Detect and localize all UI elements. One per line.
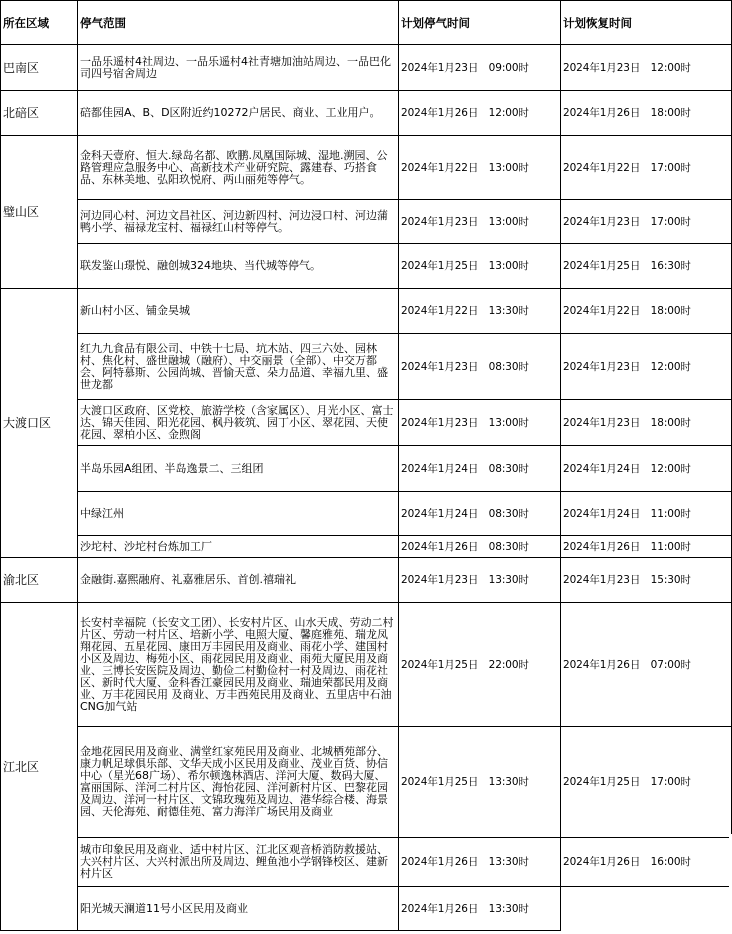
scope-cell: 联发鉴山璟悦、融创城324地块、当代城等停气。 (78, 244, 399, 289)
start-time-cell: 2024年1月26日 08:30时 (399, 536, 561, 558)
scope-cell: 新山村小区、铺金昊城 (78, 289, 399, 334)
table-row (1, 91, 732, 136)
region-cell: 北碚区 (1, 91, 78, 136)
table-row (1, 446, 732, 492)
table-row (1, 536, 732, 558)
start-time-cell: 2024年1月25日 13:30时 (399, 727, 561, 838)
start-time-cell: 2024年1月23日 13:30时 (399, 558, 561, 603)
start-time-cell: 2024年1月26日 12:00时 (399, 91, 561, 136)
end-time-cell: 2024年1月23日 12:00时 (561, 334, 732, 400)
end-time-cell: 2024年1月26日 11:00时 (561, 536, 732, 558)
scope-cell: 碚都佳园A、B、D区附近约10272户居民、商业、工业用户。 (78, 91, 399, 136)
start-time-cell: 2024年1月26日 13:30时 (399, 838, 561, 887)
start-time-cell: 2024年1月22日 13:00时 (399, 136, 561, 200)
scope-cell: 金科天壹府、恒大.绿岛名都、欧鹏.凤凰国际城、湿地.溯园、公路管理应急服务中心、高新技术产业研究院、露建春、巧搭食品、东林美地、弘阳玖悦府、两山丽苑等停气。 (78, 136, 399, 200)
end-time-cell: 2024年1月26日 16:00时 (561, 838, 732, 887)
end-time-cell: 2024年1月25日 17:00时 (561, 727, 732, 838)
end-time-cell: 2024年1月26日 07:00时 (561, 603, 732, 727)
end-time-cell: 2024年1月23日 18:00时 (561, 400, 732, 446)
scope-cell: 大渡口区政府、区党校、旅游学校（含家属区）、月光小区、富士达、锦天佳园、阳光花园、枫丹筱筑、园丁小区、翠花园、天使花园、翠柏小区、金煦阁 (78, 400, 399, 446)
table-row (1, 603, 732, 727)
end-time-cell: 2024年1月24日 12:00时 (561, 446, 732, 492)
region-cell: 璧山区 (1, 136, 78, 289)
start-time-cell: 2024年1月24日 08:30时 (399, 492, 561, 536)
table-row (1, 400, 732, 446)
scope-cell: 长安村幸福院（长安文工团）、长安村片区、山水天成、劳动二村片区、劳动一村片区、培新小学、电照大厦、馨庭雅苑、瑞龙凤翔花园、五星花园、康田万丰园民用及商业、雨花小学、建国村小区及周边、梅苑小区、雨花园民用及商业、雨苑大厦民用及商业、三博长安医院及周边、勤俭二村勤俭村一村及周边、雨花社区、新时代大厦、金科香江豪园民用及商业、瑞迪荣都民用及商业、万丰花园民用 及商业、万丰西苑民用及商业、五里店中石油CNG加气站 (78, 603, 399, 727)
start-time-cell: 2024年1月23日 13:00时 (399, 200, 561, 244)
scope-cell: 沙坨村、沙坨村台炼加工厂 (78, 536, 399, 558)
table-row (1, 334, 732, 400)
end-time-cell: 2024年1月24日 11:00时 (561, 492, 732, 536)
start-time-cell: 2024年1月25日 22:00时 (399, 603, 561, 727)
start-time-cell: 2024年1月23日 08:30时 (399, 334, 561, 400)
header-end-time: 计划恢复时间 (561, 1, 732, 45)
table-row (1, 492, 732, 536)
header-start-time: 计划停气时间 (399, 1, 561, 45)
table-row (1, 289, 732, 334)
end-time-cell: 2024年1月22日 18:00时 (561, 289, 732, 334)
region-cell: 渝北区 (1, 558, 78, 603)
start-time-cell: 2024年1月26日 13:30时 (399, 887, 561, 931)
region-cell: 大渡口区 (1, 289, 78, 558)
start-time-cell: 2024年1月22日 13:30时 (399, 289, 561, 334)
start-time-cell: 2024年1月23日 13:00时 (399, 400, 561, 446)
header-scope: 停气范围 (78, 1, 399, 45)
border-gap-mask (561, 888, 732, 934)
table-row (1, 200, 732, 244)
scope-cell: 一品乐遥村4社周边、一品乐遥村4社青塘加油站周边、一品巴化司四号宿舍周边 (78, 45, 399, 91)
end-time-cell: 2024年1月25日 16:30时 (561, 244, 732, 289)
region-cell: 江北区 (1, 603, 78, 931)
table-row (1, 838, 732, 887)
table-row (1, 558, 732, 603)
table-row (1, 727, 732, 838)
end-time-cell: 2024年1月23日 15:30时 (561, 558, 732, 603)
scope-cell: 半岛乐园A组团、半岛逸景二、三组团 (78, 446, 399, 492)
scope-cell: 金地花园民用及商业、满堂红家苑民用及商业、北城栖苑部分、康力帆足球俱乐部、文华天成小区民用及商业、茂业百货、协信中心（星光68广场）、希尔顿逸林酒店、洋河大厦、数码大厦、富丽国际、洋河二村片区、海怡花园、洋河新村片区、巴黎花园及周边、洋河一村片区、文锦玫瑰苑及周边、港华综合楼、海景园、天伦海苑、耐德佳苑、富力海洋广场民用及商业 (78, 727, 399, 838)
scope-cell: 中绿江州 (78, 492, 399, 536)
end-time-cell: 2024年1月22日 17:00时 (561, 136, 732, 200)
scope-cell: 阳光城天澜道11号小区民用及商业 (78, 887, 399, 931)
start-time-cell: 2024年1月23日 09:00时 (399, 45, 561, 91)
end-time-cell: 2024年1月26日 18:00时 (561, 91, 732, 136)
start-time-cell: 2024年1月25日 13:00时 (399, 244, 561, 289)
scope-cell: 红九九食品有限公司、中铁十七局、坑木站、四三六处、园林村、焦化村、盛世融城（融府）、中交丽景（全部）、中交万都会、阿特慕斯、公园尚城、晋愉天意、朵力品道、幸福九里、盛世龙都 (78, 334, 399, 400)
table-row (1, 45, 732, 91)
table-row (1, 136, 732, 200)
header-region: 所在区域 (1, 1, 78, 45)
end-time-cell: 2024年1月23日 12:00时 (561, 45, 732, 91)
region-cell: 巴南区 (1, 45, 78, 91)
end-time-cell: 2024年1月23日 17:00时 (561, 200, 732, 244)
scope-cell: 金融街.嘉熙融府、礼嘉雅居乐、首创.禧瑞礼 (78, 558, 399, 603)
header-row (1, 1, 732, 45)
scope-cell: 城市印象民用及商业、适中村片区、江北区观音桥消防救援站、大兴村片区、大兴村派出所及周边、鲤鱼池小学钢锋校区、建新村片区 (78, 838, 399, 887)
scope-cell: 河边同心村、河边文昌社区、河边新四村、河边浸口村、河边蒲鸭小学、福禄龙宝村、福禄红山村等停气。 (78, 200, 399, 244)
start-time-cell: 2024年1月24日 08:30时 (399, 446, 561, 492)
table-row (1, 244, 732, 289)
